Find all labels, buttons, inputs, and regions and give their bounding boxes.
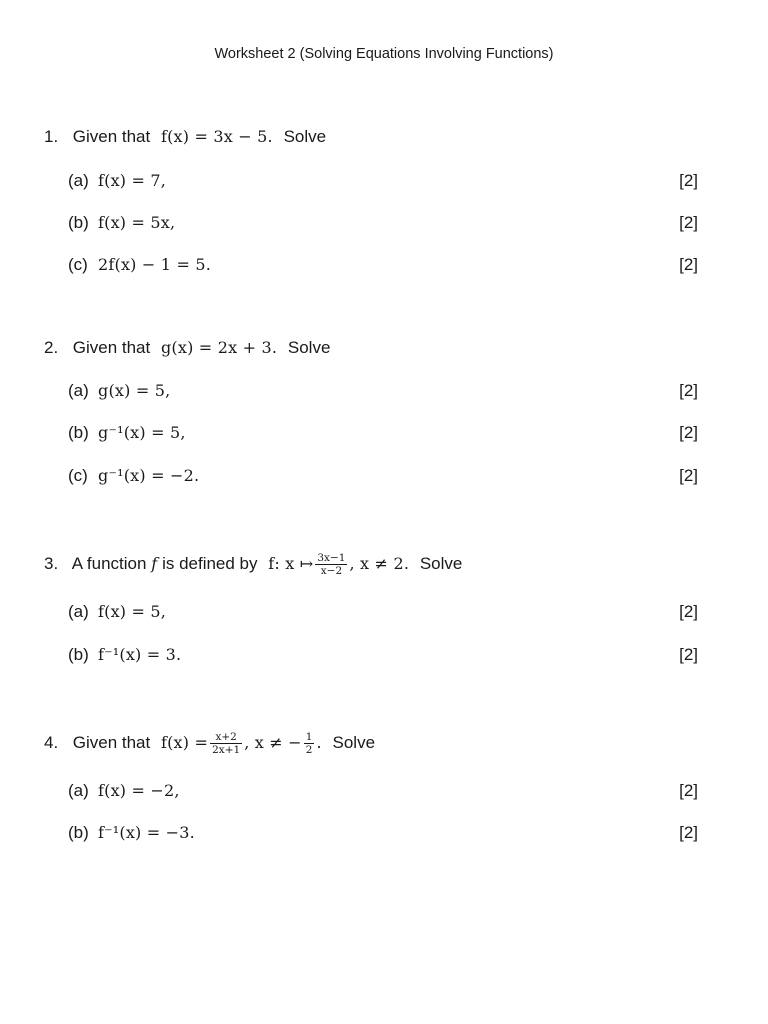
fraction-numerator: 1	[305, 731, 313, 744]
marks: [2]	[679, 466, 698, 485]
question-4	[0, 728, 768, 758]
part-label: (b)	[68, 823, 89, 842]
part-label: (b)	[68, 213, 89, 232]
part-equation: f(x) = 5x,	[98, 213, 176, 232]
marks: [2]	[679, 213, 698, 232]
part-label: (a)	[68, 381, 89, 400]
definition-prefix: f(x) =	[160, 733, 209, 752]
question-1	[0, 122, 768, 152]
part-label: (c)	[68, 466, 88, 485]
question-2-part-c	[0, 461, 768, 491]
fraction-numerator: 3x−1	[317, 552, 346, 565]
fraction-numerator: x+2	[210, 731, 242, 744]
marks: [2]	[679, 255, 698, 274]
question-number: 3.	[44, 554, 59, 573]
question-3-part-b	[0, 640, 768, 670]
marks: [2]	[679, 423, 698, 442]
mapping-fraction	[315, 552, 347, 577]
question-3-part-a	[0, 597, 768, 627]
fraction-denominator: 2x+1	[212, 744, 241, 757]
marks: [2]	[679, 781, 698, 800]
question-instruction: Solve	[419, 554, 463, 573]
mapping-prefix: f: x ↦	[268, 554, 314, 573]
condition-end: .	[316, 733, 322, 752]
question-4-part-a	[0, 776, 768, 806]
definition-fraction	[210, 731, 242, 756]
domain-condition: , x ≠ −	[244, 733, 302, 752]
part-label: (a)	[68, 602, 89, 621]
question-instruction: Solve	[287, 338, 331, 357]
fraction-denominator: 2	[305, 744, 313, 757]
question-number: 4.	[44, 733, 59, 752]
part-label: (c)	[68, 255, 88, 274]
marks: [2]	[679, 171, 698, 190]
question-lead: Given that	[72, 338, 151, 357]
question-3	[0, 549, 768, 579]
part-label: (a)	[68, 171, 89, 190]
question-1-part-a	[0, 166, 768, 196]
function-definition: f(x) = 3x − 5.	[160, 127, 273, 146]
part-equation: g⁻¹(x) = −2.	[98, 466, 200, 485]
part-equation: g(x) = 5,	[98, 381, 171, 400]
marks: [2]	[679, 602, 698, 621]
part-equation: g⁻¹(x) = 5,	[98, 423, 186, 442]
question-lead: Given that	[72, 733, 151, 752]
marks: [2]	[679, 645, 698, 664]
marks: [2]	[679, 823, 698, 842]
question-1-part-c	[0, 250, 768, 280]
question-4-part-b	[0, 818, 768, 848]
question-number: 1.	[44, 127, 59, 146]
question-2-part-a	[0, 376, 768, 406]
question-2-part-b	[0, 418, 768, 448]
part-label: (a)	[68, 781, 89, 800]
question-2	[0, 333, 768, 363]
question-number: 2.	[44, 338, 59, 357]
part-equation: f⁻¹(x) = 3.	[98, 645, 182, 664]
question-instruction: Solve	[283, 127, 327, 146]
part-label: (b)	[68, 645, 89, 664]
part-equation: 2f(x) − 1 = 5.	[98, 255, 212, 274]
part-equation: f(x) = 7,	[98, 171, 167, 190]
domain-condition: , x ≠ 2.	[349, 554, 410, 573]
question-lead: A function	[71, 554, 147, 573]
fraction-denominator: x−2	[320, 565, 343, 578]
function-definition: g(x) = 2x + 3.	[160, 338, 278, 357]
part-equation: f⁻¹(x) = −3.	[98, 823, 195, 842]
half-fraction	[304, 731, 315, 756]
marks: [2]	[679, 381, 698, 400]
question-instruction: Solve	[332, 733, 376, 752]
part-label: (b)	[68, 423, 89, 442]
part-equation: f(x) = 5,	[98, 602, 167, 621]
question-mid: is defined by	[162, 554, 258, 573]
worksheet-title: Worksheet 2 (Solving Equations Involving Functions)	[214, 46, 554, 62]
function-name: f	[151, 554, 158, 573]
question-1-part-b	[0, 208, 768, 238]
question-lead: Given that	[72, 127, 151, 146]
part-equation: f(x) = −2,	[98, 781, 180, 800]
